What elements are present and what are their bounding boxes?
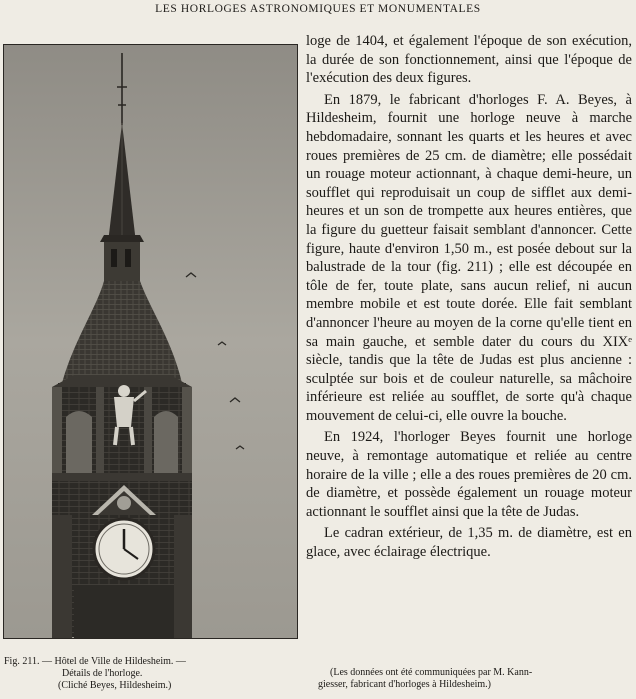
footnote-line: giesser, fabricant d'horloges à Hildesheim.) [318, 679, 492, 690]
footnote-line: (Les données ont été communiquées par M. Kann- [330, 667, 533, 678]
clock-face [94, 519, 154, 579]
clock-tower-photograph [3, 44, 298, 639]
paragraph: loge de 1404, et également l'époque de son exécution, la durée de son fonctionnement, ainsi que l'époque de l'exécution des deux figures. [306, 33, 632, 87]
paragraph: En 1924, l'horloger Beyes fournit une horloge neuve, à remontage automatique et reliée au centre horaire de la ville ; elle a des roues premières de 20 cm. de diamètre, et possède également un rouage moteur actionnant le soufflet ainsi que la tête de Judas. [306, 429, 632, 520]
body-text [306, 32, 632, 562]
caption-line: (Cliché Beyes, Hildesheim.) [58, 680, 172, 691]
source-footnote [318, 667, 636, 691]
paragraph: Le cadran extérieur, de 1,35 m. de diamètre, est en glace, avec éclairage électrique. [306, 525, 632, 561]
paragraph: En 1879, le fabricant d'horloges F. A. Beyes, à Hildesheim, fournit une horloge neuve à marche hebdomadaire, sonnant les quarts et les heures et avec roues premières de 25 cm. de diamètre; elle possédait un rouage moteur actionnant, à chaque demi-heure, un soufflet qui reproduisait un coup de sifflet aux demi-heures et un son de trompette aux heures entières, que la figure du guetteur faisait semblant d'annoncer. Cette figure, haute d'environ 1,50 m., est posée debout sur la balustrade de la tour (fig. 211) ; elle est découpée en tôle de fer, toute plate, sans aucun relief, ni aucun membre mobile et est toute dorée. Elle fait semblant d'annoncer l'heure au moyen de la corne qu'elle tient en sa main gauche, et semble dater du cours du XIXᵉ siècle, tandis que la tête de Judas est plus ancienne : sculptée sur bois et de couleur naturelle, sa mâchoire inférieure est reliée au soufflet, de sorte qu'à chaque mouvement de celui-ci, elle ouvre la bouche. [306, 91, 632, 424]
caption-line: Fig. 211. — Hôtel de Ville de Hildesheim. — [4, 656, 186, 667]
running-header: LES HORLOGES ASTRONOMIQUES ET MONUMENTALES [155, 3, 481, 15]
figure-caption [0, 656, 300, 692]
caption-line: Détails de l'horloge. [62, 668, 143, 679]
